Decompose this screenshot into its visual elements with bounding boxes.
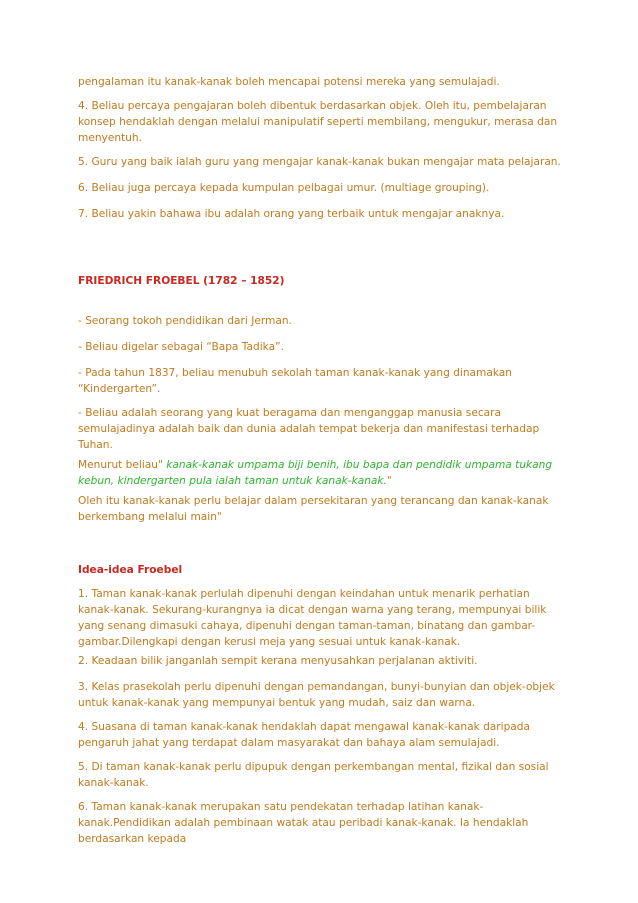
quote-prefix: Menurut beliau" (78, 459, 167, 471)
ideas-title: Idea-idea Froebel (78, 564, 183, 576)
list-item-7: 7. Beliau yakin bahawa ibu adalah orang yang terbaik untuk mengajar anaknya. (78, 208, 505, 220)
section-title: FRIEDRICH FROEBEL (1782 – 1852) (78, 275, 285, 287)
bullet-4: - Beliau adalah seorang yang kuat beragama dan menganggap manusia secara semulajadinya adalah baik dan dunia adalah tempat bekerja dan manifestasi terhadap Tuhan. (78, 407, 540, 451)
idea-3: 3. Kelas prasekolah perlu dipenuhi dengan pemandangan, bunyi-bunyian dan objek-objek untuk kanak-kanak yang mempunyai bentuk yang mudah, saiz dan warna. (78, 681, 555, 709)
bullet-3: - Pada tahun 1837, beliau menubuh sekolah taman kanak-kanak yang dinamakan “Kindergarten”. (78, 367, 513, 395)
quote-suffix: " (386, 475, 392, 487)
idea-4: 4. Suasana di taman kanak-kanak hendaklah dapat mengawal kanak-kanak daripada pengaruh jahat yang terdapat dalam masyarakat dan bahaya alam semulajadi. (78, 721, 531, 749)
bullet-1: - Seorang tokoh pendidikan dari Jerman. (78, 315, 292, 327)
idea-6: 6. Taman kanak-kanak merupakan satu pendekatan terhadap latihan kanak-kanak.Pendidikan adalah pembinaan watak atau peribadi kanak-kanak. Ia hendaklah berdasarkan kepada (78, 801, 529, 845)
list-item-4: 4. Beliau percaya pengajaran boleh dibentuk berdasarkan objek. Oleh itu, pembelajaran konsep hendaklah dengan melalui manipulatif seperti membilang, mengukur, merasa dan menyentuh. (78, 100, 558, 144)
idea-5: 5. Di taman kanak-kanak perlu dipupuk dengan perkembangan mental, fizikal dan sosial kanak-kanak. (78, 761, 549, 789)
quote-followup: Oleh itu kanak-kanak perlu belajar dalam persekitaran yang terancang dan kanak-kanak berkembang melalui main" (78, 495, 549, 523)
list-item-6: 6. Beliau juga percaya kepada kumpulan pelbagai umur. (multiage grouping). (78, 182, 490, 194)
idea-1: 1. Taman kanak-kanak perlulah dipenuhi dengan keindahan untuk menarik perhatian kanak-kanak. Sekurang-kurangnya ia dicat dengan warna yang terang, mempunyai bilik yang senang dimasuki cahaya, dipenuhi dengan taman-taman, binatang dan gambar-gambar.Dilengkapi dengan kerusi meja yang sesuai untuk kanak-kanak. (78, 588, 547, 648)
quote-paragraph (78, 457, 568, 489)
bullet-2: - Beliau digelar sebagai “Bapa Tadika”. (78, 341, 284, 353)
list-item-5: 5. Guru yang baik ialah guru yang mengajar kanak-kanak bukan mengajar mata pelajaran. (78, 156, 561, 168)
idea-2: 2. Keadaan bilik janganlah sempit kerana menyusahkan perjalanan aktiviti. (78, 655, 478, 667)
intro-paragraph: pengalaman itu kanak-kanak boleh mencapai potensi mereka yang semulajadi. (78, 76, 500, 88)
quote-highlight: kanak-kanak umpama biji benih, ibu bapa dan pendidik umpama tukang kebun, kindergarten pula ialah taman untuk kanak-kanak. (78, 459, 553, 487)
